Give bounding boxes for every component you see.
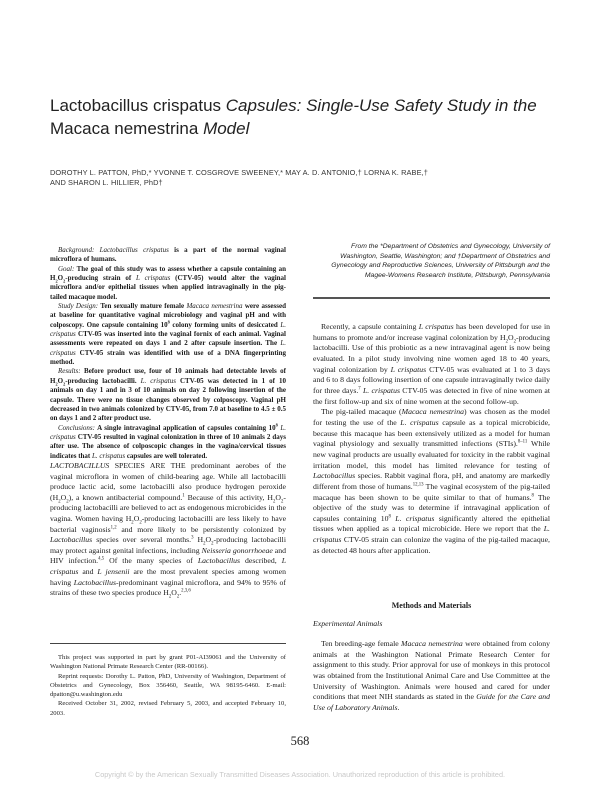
text-segment: -predominant vaginal microflora, and 94% to 95% of strains of these two species produce H xyxy=(50,577,287,598)
text-segment: is a part of the normal vaginal microflora of humans. xyxy=(50,246,286,264)
text-segment: The pig-tailed macaque ( xyxy=(321,407,402,417)
text-segment: A single intravaginal application of capsules containing 10 xyxy=(94,423,276,432)
introduction-right xyxy=(313,322,550,556)
text-segment: are the most prevalent species among women having xyxy=(50,566,286,587)
text-segment: 8 xyxy=(167,319,170,325)
text-segment: The vaginal ecosystem of the pig-tailed macaque has been shown to be quite similar to that of humans. xyxy=(313,481,551,502)
text-segment: capsules are well tolerated. xyxy=(125,451,208,460)
text-segment: L crispatus xyxy=(50,556,286,576)
text-segment: 2 xyxy=(203,541,206,547)
section-heading: Methods and Materials xyxy=(391,601,472,610)
paragraph xyxy=(50,367,286,423)
text-segment: 2 xyxy=(55,278,58,284)
text-segment: CTV-05 was detected in five of nine women at the first follow-up and six of nine women at the second follow-up. xyxy=(313,385,551,406)
text-segment: were assessed at baseline for quantitative vaginal microbiology and vaginal pH and with colposcopy. One capsule containing 10 xyxy=(50,302,286,329)
text-segment: colony forming units of desiccated xyxy=(169,320,281,329)
text-segment: 1 xyxy=(182,493,185,499)
title-part: Model xyxy=(198,119,250,138)
paragraph xyxy=(50,424,286,461)
text-segment: (CTV-05) would alter the vaginal microflora and/or epithelial tissues when applied intravaginally in the pig-tailed macaque model. xyxy=(50,274,286,301)
text-segment: Conclusions: xyxy=(58,423,95,432)
text-segment: Because of this activity, H xyxy=(184,492,273,502)
text-segment: L jensenii xyxy=(97,566,130,576)
text-segment: LACTOBACILLUS xyxy=(50,461,110,470)
text-segment: L. crispatus xyxy=(140,376,176,385)
text-segment: Goal: xyxy=(58,264,75,273)
text-segment: 2 xyxy=(131,520,134,526)
methods-text xyxy=(313,639,550,714)
footnote-divider xyxy=(50,643,286,644)
text-segment: Of the many species of xyxy=(104,556,198,566)
text-segment: Lactobacillus xyxy=(50,535,93,545)
text-segment: O xyxy=(275,492,281,502)
paragraph xyxy=(313,639,550,714)
text-segment: L. crispatus xyxy=(50,423,287,441)
text-segment: O xyxy=(133,513,140,523)
text-segment: Results: xyxy=(58,367,81,376)
text-segment: 2 xyxy=(505,339,508,345)
authors-line: DOROTHY L. PATTON, PhD,* YVONNE T. COSGROVE SWEENEY,* MAY A. D. ANTONIO,† LORNA K. RABE,† xyxy=(50,168,428,177)
text-segment: Lactobacillus xyxy=(197,556,241,566)
text-segment: L. crispatus xyxy=(50,320,286,339)
text-segment: 2,3,6 xyxy=(181,588,191,594)
footnotes xyxy=(50,653,286,718)
text-segment: The goal of this study was to assess whether a capsule containing an H xyxy=(50,264,286,283)
text-segment: Macaca nemestrina xyxy=(186,302,243,311)
text-segment: SPECIES ARE THE predominant aerobes of the vaginal microflora in women of child-bearing age. While all lactobacilli produce lactic acid, some lactobacilli also produce hydrogen peroxide (H xyxy=(50,461,286,502)
text-segment: -producing lactobacilli are less likely to have bacterial vaginosis xyxy=(50,513,287,534)
text-segment: ) was chosen as the model for testing the use of the xyxy=(313,407,550,427)
text-segment: Recently, a capsule containing xyxy=(321,322,419,331)
text-segment: described, xyxy=(240,556,282,566)
reprint-note: Reprint requests: Dorothy L. Patton, PhD, University of Washington, Department of Obstetrics and Gynecology, Box 356460, Seattle, WA 98195-6460. E-mail: dpatton@u.washington.edu xyxy=(50,672,286,699)
text-segment: The objective of the study was to determine if intravaginal application of capsules containing 10 xyxy=(313,492,550,523)
text-segment: 2 xyxy=(168,594,172,600)
abstract xyxy=(50,246,286,461)
text-segment: L. crispatus xyxy=(313,524,550,545)
text-segment: were obtained from colony animals at the Washington National Primate Research Center for assignment to this study. Prior approval for use of monkeys in this protocol was obtained from the Institutional Animal Care and Use Committee at the University of Washington. Animals were housed and cared for under conditions that meet NIH standards as stated in the xyxy=(313,639,550,702)
text-segment: and more likely to be persistently colonized by xyxy=(116,524,286,534)
affiliation: From the *Department of Obstetrics and Gynecology, University of Washington, Seattle, Washington; and †Department of Obstetrics and Gynecology and Reproductive Sciences, University of Pittsburgh and the Magee-Womens Research Institute, Pittsburgh, Pennsylvania xyxy=(331,243,550,279)
text-segment: ), a known antibacterial compound. xyxy=(68,492,183,502)
text-segment: 2 xyxy=(513,339,516,345)
text-segment: O xyxy=(57,376,64,385)
text-segment: has been developed for use in humans to promote and/or increase vaginal colonization by H xyxy=(313,322,550,342)
text-segment: . xyxy=(397,702,400,712)
text-segment: 2 xyxy=(281,499,284,505)
text-segment: CTV-05 resulted in vaginal colonization in three of 10 animals 2 days after use. The absence of colposcopic changes in the vagina/cervical tissues indicates that xyxy=(50,432,286,460)
introduction-left xyxy=(50,461,286,599)
text-segment: significantly altered the epithelial tissues when applied as a topical microbicide. Here we report that the xyxy=(313,513,550,534)
text-segment: -producing strain of xyxy=(65,274,137,283)
text-segment: Background: xyxy=(58,246,95,254)
text-segment: O xyxy=(57,274,64,283)
text-segment: 2 xyxy=(139,520,142,526)
text-segment: species. Rabbit vaginal flora, pH, and anatomy are markedly different from those of humans. xyxy=(313,471,550,491)
text-segment: 2 xyxy=(63,381,66,387)
funding-note: This project was supported in part by grant P01-AI39061 and the University of Washington National Primate Research Center (RR-00166). xyxy=(50,654,286,671)
paragraph xyxy=(50,265,286,302)
text-segment: and HIV infection. xyxy=(50,545,286,566)
text-segment: 8 xyxy=(531,492,534,498)
text-segment: CTV-05 was evaluated at 1 to 3 days and 6 to 8 days following insertion of one capsule intravaginally twice daily for three days. xyxy=(313,364,550,395)
text-segment: L crispatus xyxy=(390,364,427,374)
text-segment: -producing lactobacilli. xyxy=(65,376,141,385)
text-segment: O xyxy=(205,535,212,545)
text-segment: Lactobacillus xyxy=(313,471,356,481)
text-segment: 8 xyxy=(388,514,391,520)
text-segment: H xyxy=(193,535,204,545)
text-segment: CTV-05 was inserted into the vaginal fornix of each animal. Vaginal assessments were repeated on days 1 and 2 after capsule insertion. The xyxy=(50,330,286,348)
subsection-heading: Experimental Animals xyxy=(313,619,383,628)
text-segment: 2 xyxy=(272,499,276,505)
title-part: Capsules: Single-Use Safety Study in the xyxy=(221,96,537,115)
text-segment: L crispatus xyxy=(418,322,454,331)
text-segment: Macaca nemestrina xyxy=(401,639,463,648)
article-title xyxy=(50,94,570,140)
text-segment: Study Design: xyxy=(58,302,99,311)
text-segment: Ten breeding-age female xyxy=(321,639,402,648)
paragraph xyxy=(50,246,286,265)
text-segment: O xyxy=(171,588,177,598)
text-segment: 2 xyxy=(63,278,66,284)
page-number: 568 xyxy=(290,734,310,748)
text-segment: Guide for the Care and Use of Laboratory Animals xyxy=(313,692,551,712)
paragraph xyxy=(313,407,550,556)
text-segment: 2 xyxy=(58,499,61,505)
title-part: Lactobacillus crispatus xyxy=(50,96,222,115)
text-segment: 2 xyxy=(66,499,69,505)
author-list xyxy=(50,168,570,188)
affiliation-divider xyxy=(313,297,550,299)
text-segment: Ten sexually mature female xyxy=(98,302,187,311)
text-segment: CTV-05 strain can colonize the vagina of the pig-tailed macaque, as detected 48 hours after application. xyxy=(313,535,550,555)
text-segment: -producing lactobacilli may protect against genital infections, including xyxy=(50,535,286,555)
text-segment: CTV-05 was detected in 1 of 10 animals on day 1 and in 3 of 10 animals on day 2 following insertion of the capsule. There were no tissue changes observed by colposcopy. Vaginal pH decreased in two animals colonized by CTV-05, from 7.0 at baseline to 4.5 ± 0.5 on days 1 and 2 after product use. xyxy=(50,376,286,423)
text-segment: CTV-05 strain was identified with use of a DNA fingerprinting method. xyxy=(50,348,286,367)
text-segment: 12,13 xyxy=(412,482,424,488)
text-segment: L. crispatus xyxy=(400,417,439,427)
paragraph xyxy=(50,302,286,367)
text-segment: Lactobacillus xyxy=(73,577,116,587)
text-segment: Lactobacillus crispatus xyxy=(99,246,169,254)
text-segment: L. crispatus xyxy=(92,451,126,460)
text-segment: 2 xyxy=(55,381,58,387)
title-part: Macaca nemestrina xyxy=(50,119,199,138)
text-segment: O xyxy=(507,332,514,342)
text-segment: . xyxy=(179,588,182,598)
paragraph xyxy=(50,461,286,599)
text-segment: 8–11 xyxy=(517,439,528,445)
text-segment: 7 xyxy=(358,386,361,392)
text-segment: While new vaginal products are usually evaluated for toxicity in the rabbit vaginal irritation model, this model has limited relevance for testing of xyxy=(313,439,550,470)
text-segment: 4,5 xyxy=(98,556,105,562)
text-segment: 1,2 xyxy=(110,524,117,530)
text-segment: species over several months. xyxy=(92,535,192,545)
text-segment: 8 xyxy=(275,422,278,428)
copyright-notice: Copyright © by the American Sexually Transmitted Diseases Association. Unauthorized reproduction of this article is prohibited. xyxy=(94,770,506,779)
text-segment: Before product use, four of 10 animals had detectable levels of H xyxy=(50,367,286,385)
text-segment: L. crispatus xyxy=(363,385,400,395)
text-segment: -producing lactobacilli. Use of this probiotic as a new intravaginal agent is now being evaluated. In a pilot study involving nine women aged 18 to 40 years, vaginal colonization by xyxy=(313,332,550,374)
text-segment: L. crispatus xyxy=(50,339,286,357)
text-segment: Neisseria gonorrhoeae xyxy=(201,545,273,555)
text-segment: O xyxy=(60,492,67,502)
text-segment: and xyxy=(78,566,98,576)
text-segment: 2 xyxy=(176,594,180,600)
text-segment: L. crispatus xyxy=(395,513,435,523)
paragraph xyxy=(313,322,550,407)
text-segment: L crispatus xyxy=(136,274,171,283)
text-segment: 2 xyxy=(211,541,214,547)
received-note: Received October 31, 2002, revised February 5, 2003, and accepted February 10, 2003. xyxy=(50,700,286,717)
text-segment: capsule as a topical microbicide, because this macaque has been extensively utilized as a model for human vaginal physiology and sexually transmitted infections (STIs). xyxy=(313,417,550,449)
text-segment: 3 xyxy=(191,535,194,541)
authors-line: AND SHARON L. HILLIER, PhD† xyxy=(50,178,163,187)
text-segment: -producing lactobacilli are believed to act as endogenous microbicides in the vagina. Women having H xyxy=(50,492,286,523)
text-segment: Macaca nemestrina xyxy=(401,407,464,417)
